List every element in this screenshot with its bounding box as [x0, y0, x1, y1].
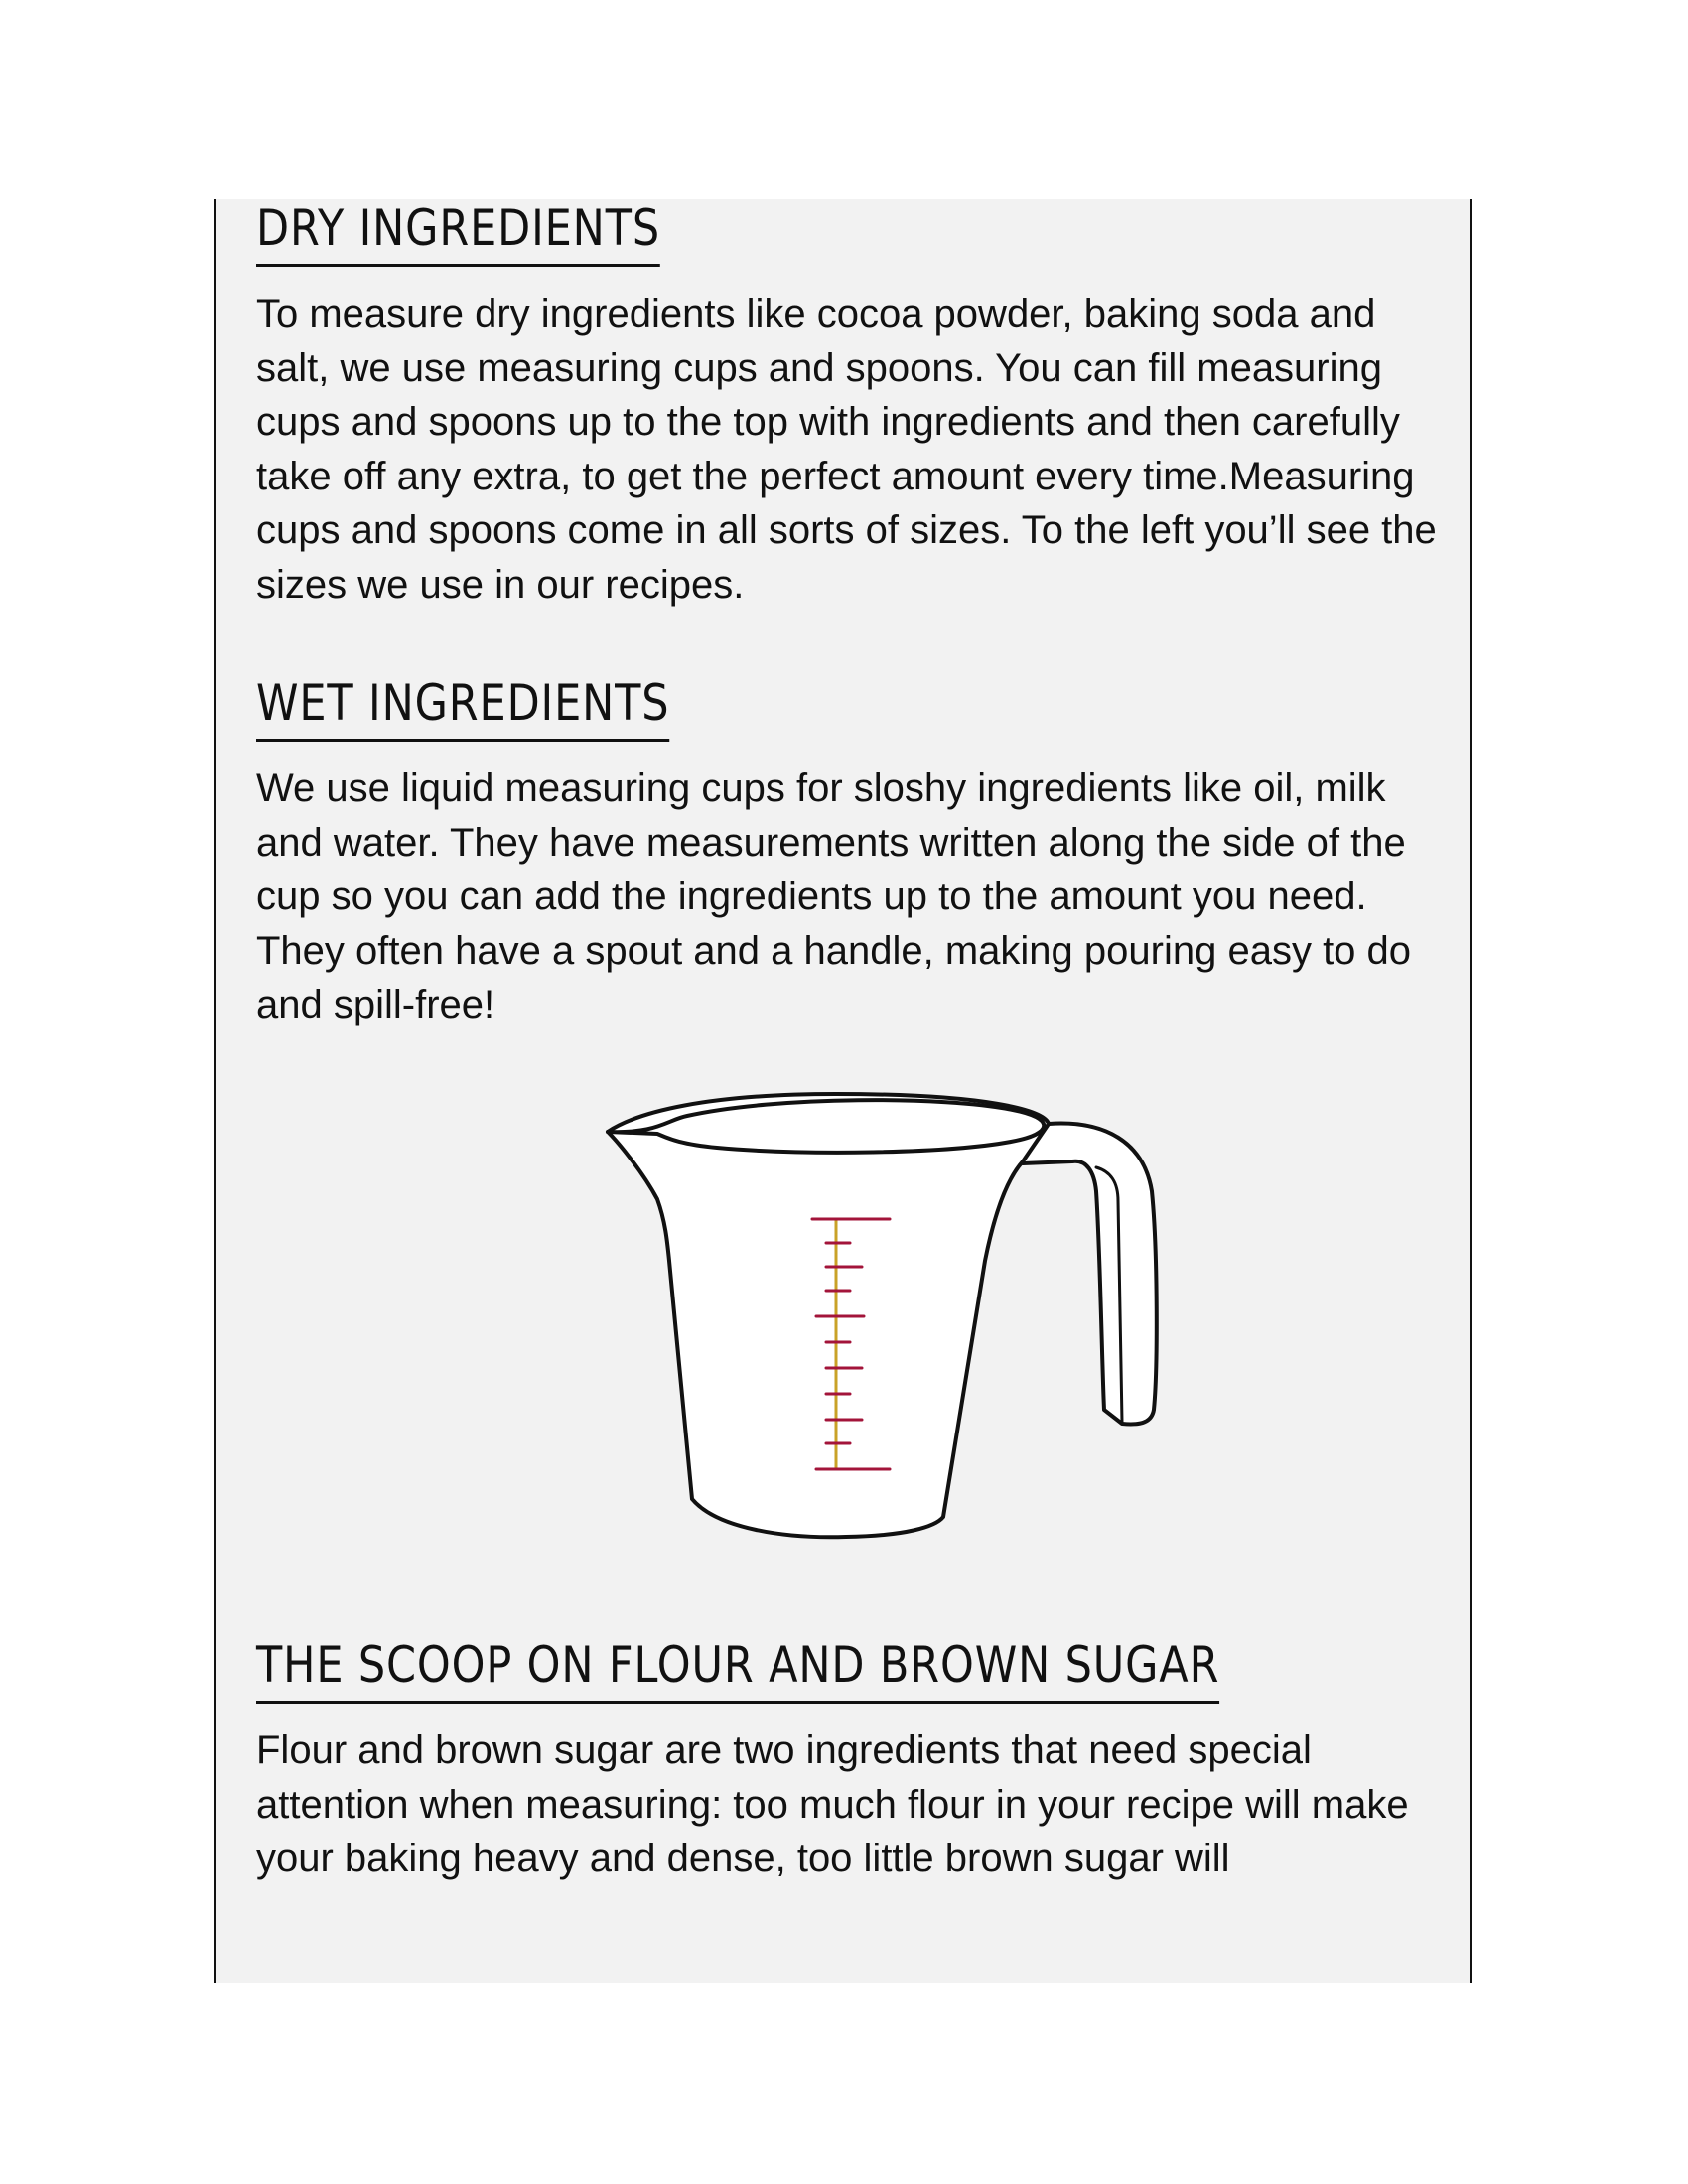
content-panel: [214, 199, 1472, 1983]
dry-ingredients-heading: DRY INGREDIENTS: [256, 199, 660, 267]
cup-handle: [1023, 1124, 1157, 1425]
measuring-cup-illustration: [548, 1072, 1164, 1588]
measuring-cup-icon: [548, 1072, 1164, 1588]
wet-ingredients-section: [256, 673, 1448, 1032]
wet-ingredients-heading: WET INGREDIENTS: [256, 673, 669, 742]
dry-ingredients-text: To measure dry ingredients like cocoa powder, baking soda and salt, we use measuring cups and spoons. You can fill measuring cups and spoons up to the top with ingredients and then carefully take off any extra, to get the perfect amount every time.Measuring cups and spoons come in all sorts of sizes. To the left you’ll see the sizes we use in our recipes.: [256, 292, 1437, 607]
dry-ingredients-section: [256, 199, 1448, 612]
scoop-section: [256, 1635, 1448, 1886]
scoop-heading: THE SCOOP ON FLOUR AND BROWN SUGAR: [256, 1635, 1219, 1704]
wet-ingredients-text: We use liquid measuring cups for sloshy ingredients like oil, milk and water. They have measurements written along the side of the cup so you can add the ingredients up to the amount you need. They often have a spout and a handle, making pouring easy to do and spill-free!: [256, 766, 1412, 1026]
scoop-text: Flour and brown sugar are two ingredients that need special attention when measuring: too much flour in your recipe will make your baking heavy and dense, too little brown sugar will: [256, 1728, 1409, 1880]
